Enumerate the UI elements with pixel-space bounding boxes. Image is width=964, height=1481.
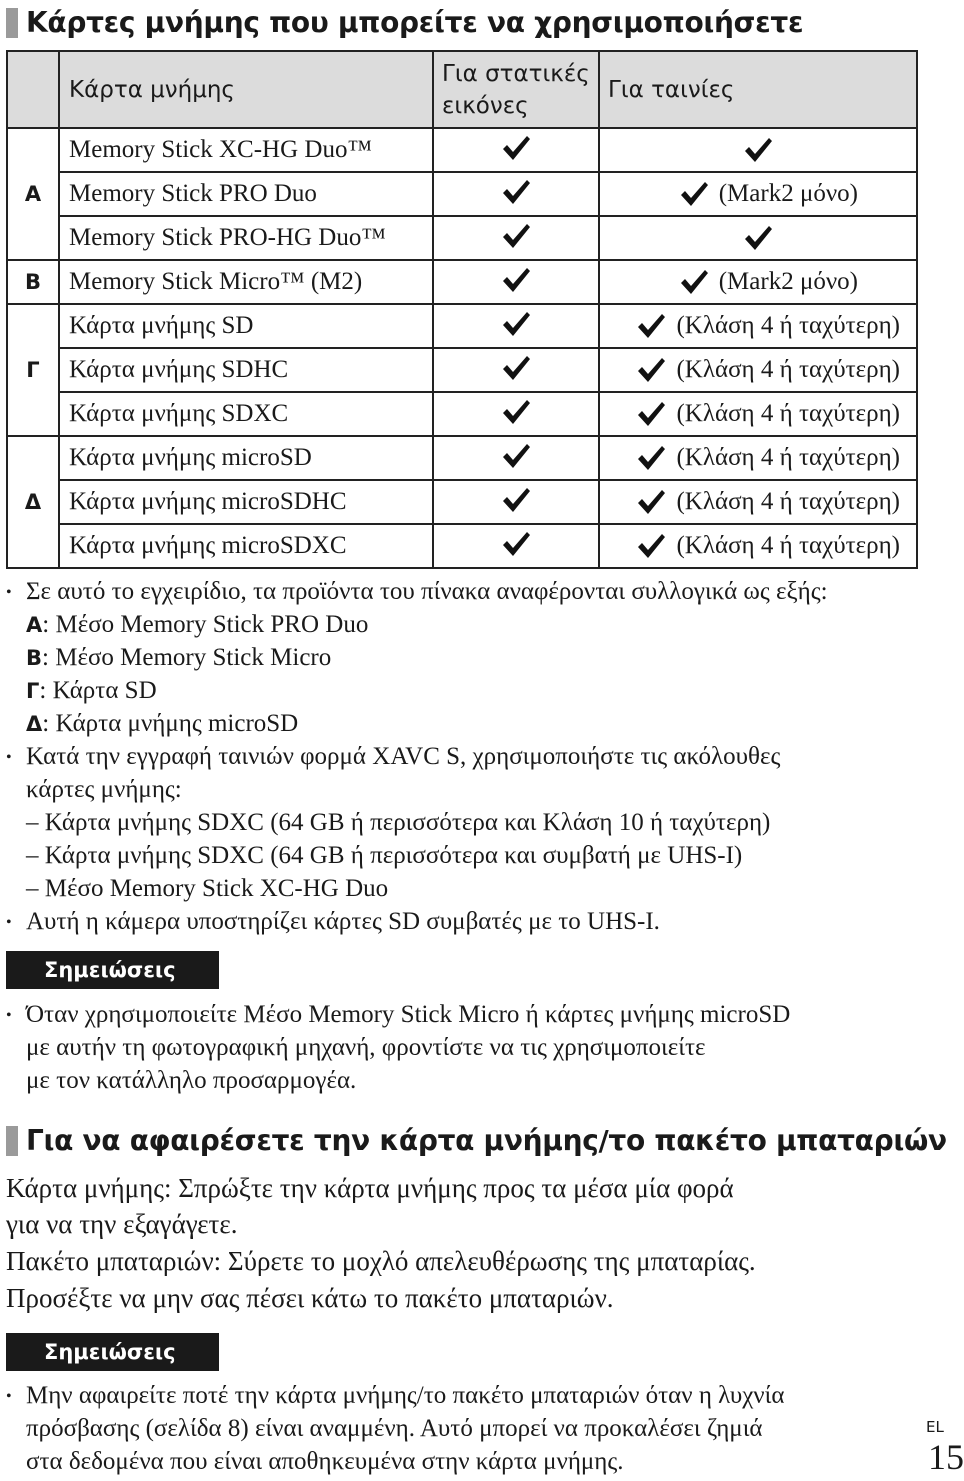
table-row <box>7 348 917 392</box>
check-icon <box>743 136 773 164</box>
bullet-text: Σε αυτό το εγχειρίδιο, τα προϊόντα του πίνακα αναφέρονται συλλογικά ως εξής: <box>26 578 828 605</box>
note-access-lamp <box>6 1379 784 1412</box>
abbrev-key: A <box>26 613 43 637</box>
stills-cell <box>433 392 599 436</box>
check-icon <box>679 268 709 296</box>
header-movies: Για ταινίες <box>599 51 917 128</box>
card-name: Κάρτα μνήμης microSDHC <box>59 480 433 524</box>
abbrev-key: Δ <box>26 712 43 736</box>
notes-badge: Σημειώσεις <box>6 951 219 989</box>
section-heading-memory-cards <box>6 6 803 39</box>
card-name: Memory Stick PRO-HG Duo™ <box>59 216 433 260</box>
abbrev-key: B <box>26 646 43 670</box>
group-label: B <box>7 260 59 304</box>
section-heading-remove <box>6 1124 947 1157</box>
check-icon <box>501 442 531 470</box>
table-row <box>7 260 917 304</box>
memory-card-table <box>6 50 918 569</box>
movies-cell <box>599 216 917 260</box>
header-blank <box>7 51 59 128</box>
section-title: Κάρτες μνήμης που μπορείτε να χρησιμοποιήσετε <box>26 6 804 39</box>
bullet-dot: • <box>6 749 12 766</box>
xavc-item: – Μέσο Memory Stick XC-HG Duo <box>26 875 389 902</box>
note-line: με αυτήν τη φωτογραφική μηχανή, φροντίστε να τις χρησιμοποιείτε <box>26 1034 706 1061</box>
card-name: Κάρτα μνήμης microSD <box>59 436 433 480</box>
check-icon <box>501 178 531 206</box>
page-number: 15 <box>928 1437 964 1477</box>
check-icon <box>501 266 531 294</box>
card-name: Κάρτα μνήμης microSDXC <box>59 524 433 568</box>
movie-note: (Κλάση 4 ή ταχύτερη) <box>676 444 900 471</box>
check-icon <box>501 222 531 250</box>
header-stills: Για στατικές εικόνες <box>433 51 599 128</box>
movies-cell <box>599 348 917 392</box>
note-line: πρόσβασης (σελίδα 8) είναι αναμμένη. Αυτό μπορεί να προκαλέσει ζημιά <box>26 1415 763 1442</box>
movie-note: (Κλάση 4 ή ταχύτερη) <box>676 400 900 427</box>
bullet-dot: • <box>6 584 12 601</box>
notes-badge: Σημειώσεις <box>6 1333 219 1371</box>
group-label: Δ <box>7 436 59 568</box>
table-header-row <box>7 51 917 128</box>
stills-cell <box>433 216 599 260</box>
check-icon <box>636 444 666 472</box>
bullet-text: Αυτή η κάμερα υποστηρίζει κάρτες SD συμβατές με το UHS-I. <box>26 908 660 935</box>
table-row <box>7 172 917 216</box>
heading-marker <box>6 8 18 38</box>
movies-cell <box>599 172 917 216</box>
movies-cell <box>599 436 917 480</box>
bullet-dot: • <box>6 1388 12 1405</box>
paragraph-line: για να την εξαγάγετε. <box>6 1209 238 1239</box>
check-icon <box>636 356 666 384</box>
bullet-dot: • <box>6 1007 12 1024</box>
paragraph-line: Κάρτα μνήμης: Σπρώξτε την κάρτα μνήμης προς τα μέσα μία φορά <box>6 1173 734 1203</box>
xavc-item: – Κάρτα μνήμης SDXC (64 GB ή περισσότερα και συμβατή με UHS-I) <box>26 842 743 869</box>
card-name: Memory Stick XC-HG Duo™ <box>59 128 433 172</box>
movie-note: (Mark2 μόνο) <box>718 180 858 207</box>
check-icon <box>501 354 531 382</box>
paragraph-line: Πακέτο μπαταριών: Σύρετε το μοχλό απελευθέρωσης της μπαταρίας. <box>6 1246 756 1276</box>
movie-note: (Κλάση 4 ή ταχύτερη) <box>676 356 900 383</box>
stills-cell <box>433 348 599 392</box>
card-name: Κάρτα μνήμης SDHC <box>59 348 433 392</box>
abbrev-text: : Μέσο Memory Stick PRO Duo <box>42 611 369 638</box>
stills-cell <box>433 172 599 216</box>
check-icon <box>636 488 666 516</box>
heading-marker <box>6 1126 18 1156</box>
table-row <box>7 128 917 172</box>
bullet-xavc <box>6 740 780 773</box>
table-row <box>7 480 917 524</box>
movie-note: (Κλάση 4 ή ταχύτερη) <box>676 488 900 515</box>
abbrev-text: : Κάρτα μνήμης microSD <box>42 710 299 737</box>
movies-cell <box>599 480 917 524</box>
check-icon <box>636 312 666 340</box>
abbrev-text: : Κάρτα SD <box>39 677 157 704</box>
note-line: με τον κατάλληλο προσαρμογέα. <box>26 1067 357 1094</box>
table-row <box>7 524 917 568</box>
note-line: στα δεδομένα που είναι αποθηκευμένα στην κάρτα μνήμης. <box>26 1448 624 1475</box>
check-icon <box>501 134 531 162</box>
abbrev-text: : Μέσο Memory Stick Micro <box>42 644 332 671</box>
stills-cell <box>433 128 599 172</box>
movies-cell <box>599 128 917 172</box>
check-icon <box>501 530 531 558</box>
card-name: Memory Stick PRO Duo <box>59 172 433 216</box>
stills-cell <box>433 260 599 304</box>
table-row <box>7 436 917 480</box>
abbrev-b <box>26 641 331 675</box>
paragraph-line: Προσέξτε να μην σας πέσει κάτω το πακέτο μπαταριών. <box>6 1283 614 1313</box>
bullet-text: Μην αφαιρείτε ποτέ την κάρτα μνήμης/το πακέτο μπαταριών όταν η λυχνία <box>26 1382 785 1409</box>
check-icon <box>743 224 773 252</box>
language-code: EL <box>926 1418 944 1436</box>
bullet-uhs <box>6 905 660 938</box>
stills-cell <box>433 480 599 524</box>
bullet-xavc-cont: κάρτες μνήμης: <box>26 776 182 803</box>
movies-cell <box>599 260 917 304</box>
check-icon <box>501 310 531 338</box>
bullet-dot: • <box>6 914 12 931</box>
bullet-abbreviations <box>6 575 828 608</box>
abbrev-a <box>26 608 368 642</box>
group-label: Γ <box>7 304 59 436</box>
movie-note: (Κλάση 4 ή ταχύτερη) <box>676 532 900 559</box>
abbrev-key: Γ <box>26 679 40 703</box>
header-card: Κάρτα μνήμης <box>59 51 433 128</box>
abbrev-d <box>26 707 298 741</box>
table-row <box>7 304 917 348</box>
check-icon <box>501 486 531 514</box>
table-row <box>7 216 917 260</box>
movie-note: (Mark2 μόνο) <box>718 268 858 295</box>
check-icon <box>636 400 666 428</box>
stills-cell <box>433 436 599 480</box>
movies-cell <box>599 392 917 436</box>
check-icon <box>679 180 709 208</box>
stills-cell <box>433 524 599 568</box>
card-name: Κάρτα μνήμης SDXC <box>59 392 433 436</box>
section-title: Για να αφαιρέσετε την κάρτα μνήμης/το πακέτο μπαταριών <box>26 1124 947 1157</box>
group-label: A <box>7 128 59 260</box>
card-name: Κάρτα μνήμης SD <box>59 304 433 348</box>
bullet-text: Όταν χρησιμοποιείτε Μέσο Memory Stick Micro ή κάρτες μνήμης microSD <box>26 1001 791 1028</box>
stills-cell <box>433 304 599 348</box>
card-name: Memory Stick Micro™ (M2) <box>59 260 433 304</box>
movie-note: (Κλάση 4 ή ταχύτερη) <box>676 312 900 339</box>
xavc-item: – Κάρτα μνήμης SDXC (64 GB ή περισσότερα και Κλάση 10 ή ταχύτερη) <box>26 809 771 836</box>
movies-cell <box>599 524 917 568</box>
table-row <box>7 392 917 436</box>
check-icon <box>501 398 531 426</box>
bullet-text: Κατά την εγγραφή ταινιών φορμά XAVC S, χρησιμοποιήστε τις ακόλουθες <box>26 743 781 770</box>
check-icon <box>636 532 666 560</box>
movies-cell <box>599 304 917 348</box>
table-body <box>7 128 917 568</box>
abbrev-c <box>26 674 157 708</box>
note-adapter <box>6 998 790 1031</box>
